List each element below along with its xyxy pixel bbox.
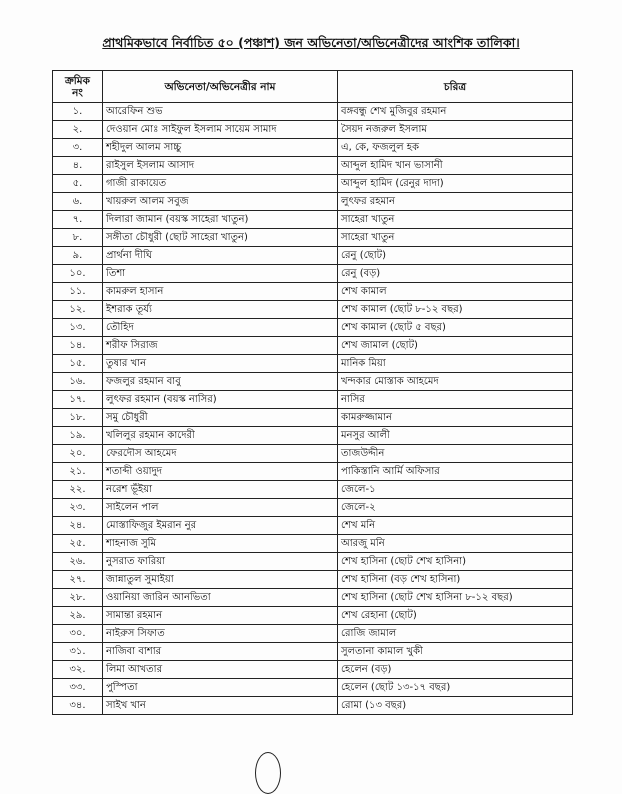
table-row (53, 499, 573, 517)
character-cell: রোজি জামাল (338, 625, 573, 643)
character-cell: শেখ জামাল (ছোট) (338, 337, 573, 355)
character-cell: জেলে-১ (338, 481, 573, 499)
table-row (53, 517, 573, 535)
table-row (53, 445, 573, 463)
actor-name-cell: রাইসুল ইসলাম আসাদ (103, 157, 338, 175)
actor-name-cell: মোস্তাফিজুর ইমরান নুর (103, 517, 338, 535)
serial-cell: ১৬. (53, 373, 103, 391)
actor-name-cell: দিলারা জামান (বয়স্ক সাহেরা খাতুন) (103, 211, 338, 229)
actor-name-cell: তৌহিদ (103, 319, 338, 337)
serial-cell: ২৭. (53, 571, 103, 589)
table-row (53, 481, 573, 499)
table-row (53, 229, 573, 247)
table-row (53, 193, 573, 211)
serial-cell: ৭. (53, 211, 103, 229)
actor-name-cell: নরেশ ভূঁইয়া (103, 481, 338, 499)
character-cell: বঙ্গবন্ধু শেখ মুজিবুর রহমান (338, 103, 573, 121)
actor-name-cell: নাইরুস সিফাত (103, 625, 338, 643)
character-cell: সাহেরা খাতুন (338, 211, 573, 229)
serial-header (53, 71, 103, 103)
actor-name-cell: সঙ্গীতা চৌধুরী (ছোট সাহেরা খাতুন) (103, 229, 338, 247)
actor-name-cell: সাইখ খান (103, 697, 338, 715)
serial-cell: ১৮. (53, 409, 103, 427)
serial-cell: ১০. (53, 265, 103, 283)
actor-name-cell: নুসরাত ফারিয়া (103, 553, 338, 571)
serial-cell: ২৯. (53, 607, 103, 625)
serial-cell: ৩. (53, 139, 103, 157)
serial-cell: ৪. (53, 157, 103, 175)
character-cell: হেলেন (ছোট ১৩-১৭ বছর) (338, 679, 573, 697)
actor-name-cell: দেওয়ান মোঃ সাইফুল ইসলাম সায়েম সামাদ (103, 121, 338, 139)
serial-cell: ১২. (53, 301, 103, 319)
character-cell: রোমা (১৩ বছর) (338, 697, 573, 715)
table-row (53, 679, 573, 697)
character-cell: কামরুজ্জামান (338, 409, 573, 427)
character-cell: মনসুর আলী (338, 427, 573, 445)
character-cell: শেখ হাসিনা (ছোট শেখ হাসিনা) (338, 553, 573, 571)
table-header-row (53, 71, 573, 103)
table-row (53, 265, 573, 283)
character-cell: শেখ রেহানা (ছোট) (338, 607, 573, 625)
serial-cell: ৯. (53, 247, 103, 265)
character-cell: সাহেরা খাতুন (338, 229, 573, 247)
character-cell: হেলেন (বড়) (338, 661, 573, 679)
table-row (53, 157, 573, 175)
table-row (53, 409, 573, 427)
table-row (53, 319, 573, 337)
document-title: প্রাথমিকভাবে নির্বাচিত ৫০ (পঞ্চাশ) জন অভিনেতা/অভিনেত্রীদের আংশিক তালিকা। (102, 35, 520, 50)
serial-cell: ৩১. (53, 643, 103, 661)
table-row (53, 121, 573, 139)
actor-name-cell: নাজিবা বাশার (103, 643, 338, 661)
serial-cell: ১৭. (53, 391, 103, 409)
actor-name-cell: সমু চৌধুরী (103, 409, 338, 427)
actor-name-cell: লুৎফর রহমান (বয়স্ক নাসির) (103, 391, 338, 409)
character-cell: শেখ কামাল (ছোট ৮-১২ বছর) (338, 301, 573, 319)
table-row (53, 211, 573, 229)
table-row (53, 553, 573, 571)
serial-cell: ২০. (53, 445, 103, 463)
actor-name-cell: পুস্পিতা (103, 679, 338, 697)
table-row (53, 697, 573, 715)
character-cell: খন্দকার মোস্তাক আহমেদ (338, 373, 573, 391)
table-row (53, 103, 573, 121)
serial-cell: ২৫. (53, 535, 103, 553)
actor-name-cell: শহীদুল আলম সাচ্চু (103, 139, 338, 157)
actor-name-cell: লিমা আখতার (103, 661, 338, 679)
serial-cell: ১৫. (53, 355, 103, 373)
character-cell: শেখ হাসিনা (বড় শেখ হাসিনা) (338, 571, 573, 589)
table-row (53, 607, 573, 625)
actor-name-cell: আরেফিন শুভ (103, 103, 338, 121)
character-cell: নাসির (338, 391, 573, 409)
actor-name-cell: কামরুল হাসান (103, 283, 338, 301)
serial-cell: ২. (53, 121, 103, 139)
table-row (53, 427, 573, 445)
actor-name-cell: সাইলেন পাল (103, 499, 338, 517)
table-row (53, 301, 573, 319)
serial-cell: ৩২. (53, 661, 103, 679)
serial-cell: ৩০. (53, 625, 103, 643)
table-row (53, 661, 573, 679)
character-cell: মানিক মিয়া (338, 355, 573, 373)
actor-name-cell: শরীফ সিরাজ (103, 337, 338, 355)
table-row (53, 283, 573, 301)
actor-name-cell: তিশা (103, 265, 338, 283)
actor-name-cell: ফেরদৌস আহমেদ (103, 445, 338, 463)
character-cell: লুৎফর রহমান (338, 193, 573, 211)
table-row (53, 337, 573, 355)
handwritten-mark (255, 752, 281, 794)
table-row (53, 589, 573, 607)
table-row (53, 139, 573, 157)
character-cell: আব্দুল হামিদ (রেনুর দাদা) (338, 175, 573, 193)
table-row (53, 175, 573, 193)
actor-name-cell: শাহনাজ সুমি (103, 535, 338, 553)
actor-name-cell: তুষার খান (103, 355, 338, 373)
table-row (53, 373, 573, 391)
character-cell: শেখ কামাল (338, 283, 573, 301)
character-cell: সৈয়দ নজরুল ইসলাম (338, 121, 573, 139)
character-cell: শেখ মনি (338, 517, 573, 535)
serial-cell: ২৩. (53, 499, 103, 517)
serial-cell: ২১. (53, 463, 103, 481)
table-row (53, 643, 573, 661)
serial-cell: ৩৩. (53, 679, 103, 697)
actor-name-cell: ফজলুর রহমান বাবু (103, 373, 338, 391)
actor-name-cell: গাজী রাকায়েত (103, 175, 338, 193)
actor-name-cell: প্রার্থনা দীঘি (103, 247, 338, 265)
character-cell: শেখ হাসিনা (ছোট শেখ হাসিনা ৮-১২ বছর) (338, 589, 573, 607)
character-cell: আব্দুল হামিদ খান ভাসানী (338, 157, 573, 175)
serial-cell: ১৪. (53, 337, 103, 355)
role-header: চরিত্র (338, 71, 573, 103)
table-row (53, 571, 573, 589)
table-row (53, 463, 573, 481)
character-cell: রেনু (বড়) (338, 265, 573, 283)
character-cell: জেলে-২ (338, 499, 573, 517)
actor-name-cell: জান্নাতুল সুমাইয়া (103, 571, 338, 589)
serial-cell: ৮. (53, 229, 103, 247)
character-cell: তাজউদ্দীন (338, 445, 573, 463)
name-header: অভিনেতা/অভিনেত্রীর নাম (103, 71, 338, 103)
serial-header-line2: নং (72, 86, 83, 99)
serial-cell: ৩৪. (53, 697, 103, 715)
actor-name-cell: সামান্তা রহমান (103, 607, 338, 625)
character-cell: পাকিস্তানি আর্মি অফিসার (338, 463, 573, 481)
serial-cell: ৫. (53, 175, 103, 193)
character-cell: শেখ কামাল (ছোট ৫ বছর) (338, 319, 573, 337)
table-row (53, 625, 573, 643)
actor-name-cell: শতাব্দী ওয়াদুদ (103, 463, 338, 481)
serial-cell: ২৮. (53, 589, 103, 607)
character-cell: রেনু (ছোট) (338, 247, 573, 265)
serial-cell: ২৪. (53, 517, 103, 535)
cast-table (52, 70, 573, 715)
actor-name-cell: খায়রুল আলম সবুজ (103, 193, 338, 211)
character-cell: এ, কে, ফজলুল হক (338, 139, 573, 157)
serial-cell: ১৯. (53, 427, 103, 445)
serial-cell: ১. (53, 103, 103, 121)
table-row (53, 391, 573, 409)
serial-header-line1: ক্রমিক (65, 74, 90, 87)
character-cell: আরজু মনি (338, 535, 573, 553)
serial-cell: ১১. (53, 283, 103, 301)
actor-name-cell: খলিলুর রহমান কাদেরী (103, 427, 338, 445)
serial-cell: ২৬. (53, 553, 103, 571)
serial-cell: ২২. (53, 481, 103, 499)
actor-name-cell: ওয়ানিয়া জারিন আনভিতা (103, 589, 338, 607)
serial-cell: ১৩. (53, 319, 103, 337)
table-row (53, 535, 573, 553)
serial-cell: ৬. (53, 193, 103, 211)
table-row (53, 355, 573, 373)
character-cell: সুলতানা কামাল খুকী (338, 643, 573, 661)
actor-name-cell: ইশরাক তূর্য্য (103, 301, 338, 319)
table-row (53, 247, 573, 265)
